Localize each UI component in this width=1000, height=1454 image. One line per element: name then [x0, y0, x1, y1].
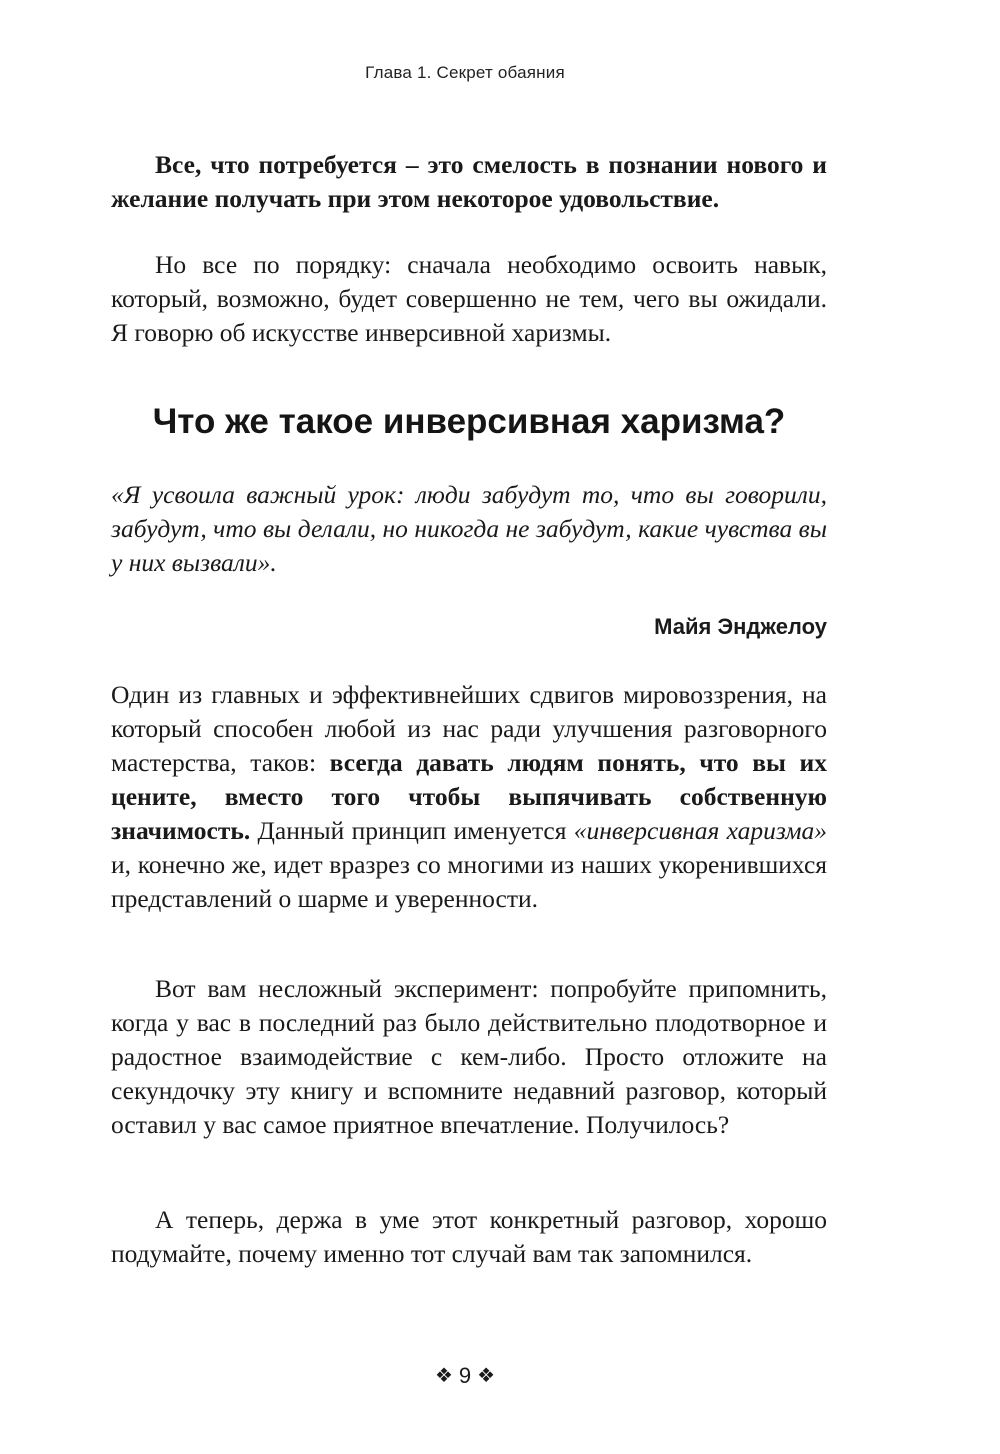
main-text-part3: и, конечно же, идет вразрез со многими из наших укоренившихся представлений о шарме и уверенности. [111, 850, 827, 913]
main-paragraph [111, 678, 827, 916]
page-footer [0, 1360, 930, 1391]
ornament-right-icon: ❖ [477, 1363, 496, 1387]
experiment-paragraph: Вот вам несложный эксперимент: попробуйте припомнить, когда у вас в последний раз было действительно плодотворное и радостное взаимодействие с кем-либо. Просто отложите на секундочку эту книгу и вспомните недавний разговор, который оставил у вас самое приятное впечатление. Получилось? [111, 974, 827, 1139]
now-paragraph: А теперь, держа в уме этот конкретный разговор, хорошо подумайте, почему именно тот случай вам так запомнился. [111, 1205, 827, 1268]
epigraph-quote: «Я усвоила важный урок: люди забудут то, что вы говорили, забудут, что вы делали, но никогда не забудут, какие чувства вы у них вызвали». [111, 480, 827, 577]
page-number: 9 [458, 1363, 472, 1388]
running-head: Глава 1. Секрет обаяния [365, 63, 565, 82]
epigraph-author: Майя Энджелоу [654, 614, 827, 639]
order-paragraph: Но все по порядку: сначала необходимо освоить навык, который, возможно, будет совершенно не тем, чего вы ожидали. Я говорю об искусстве инверсивной харизмы. [111, 250, 827, 347]
main-text-part1: Один из главных и эффективнейших сдвигов мировоззрения, на который способен любой из нас ради улучшения разговорного мастерства, таков: [111, 680, 827, 777]
main-text-italic: «инверсивная харизма» [573, 816, 827, 845]
lead-paragraph: Все, что потребуется – это смелость в познании нового и желание получать при этом некоторое удовольствие. [111, 150, 827, 213]
main-text-part2: Данный принцип именуется [250, 816, 574, 845]
section-heading: Что же такое инверсивная харизма? [152, 402, 786, 441]
ornament-left-icon: ❖ [434, 1363, 453, 1387]
main-text-bold: всегда давать людям понять, что вы их цените, вместо того чтобы выпячивать собственную значимость. [111, 748, 827, 845]
